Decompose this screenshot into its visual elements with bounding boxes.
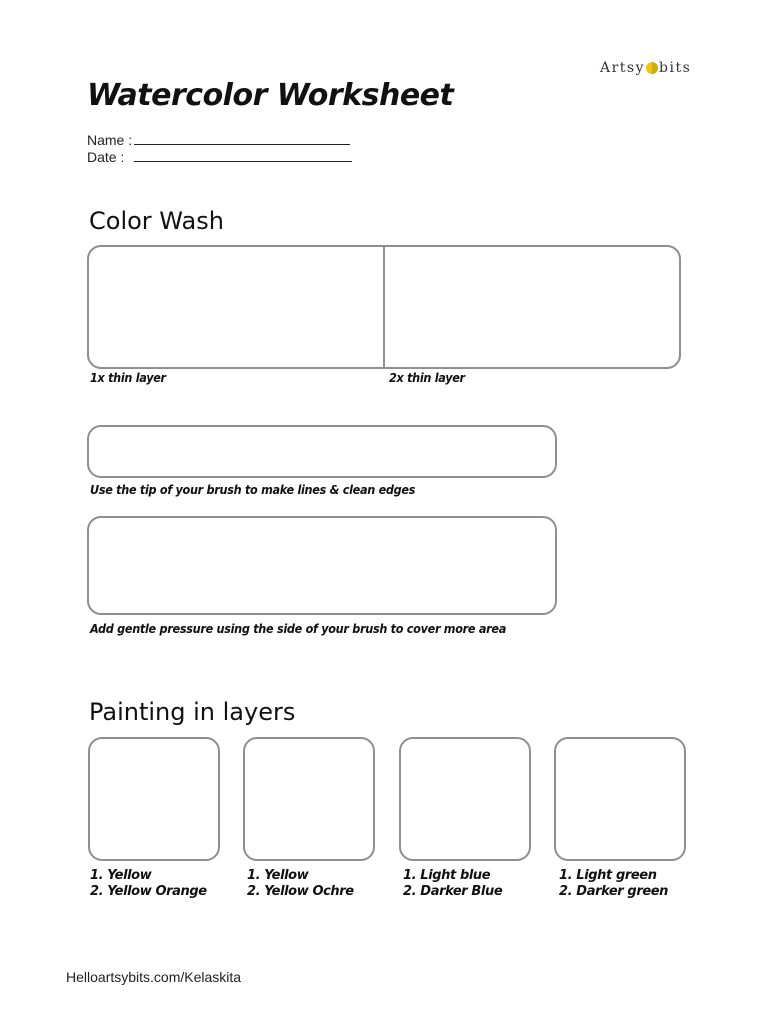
brand-logo-left: Artsy xyxy=(600,60,646,76)
sun-icon xyxy=(646,62,658,74)
brand-logo xyxy=(600,60,691,76)
date-line[interactable] xyxy=(134,148,352,162)
layer-caption-line1: 1. Light green xyxy=(559,868,657,883)
lines-practice-box xyxy=(87,425,557,478)
color-wash-divider xyxy=(383,247,385,367)
layer-caption-line2: 2. Yellow Orange xyxy=(90,884,207,899)
layer-box xyxy=(399,737,531,861)
layer-caption-line2: 2. Yellow Ochre xyxy=(247,884,354,899)
layer-caption-line1: 1. Yellow xyxy=(90,868,152,883)
caption-wash-left: 1x thin layer xyxy=(90,370,166,385)
caption-wash-right: 2x thin layer xyxy=(389,370,465,385)
layer-box xyxy=(243,737,375,861)
area-practice-box xyxy=(87,516,557,615)
date-field[interactable] xyxy=(87,148,352,165)
brand-logo-right: bits xyxy=(659,60,692,76)
layer-caption xyxy=(559,868,668,900)
layer-caption-line1: 1. Light blue xyxy=(403,868,491,883)
layer-box xyxy=(88,737,220,861)
section-title-color-wash: Color Wash xyxy=(89,207,224,235)
layer-caption xyxy=(403,868,502,900)
name-label: Name : xyxy=(87,132,133,148)
footer-url[interactable]: Helloartsybits.com/Kelaskita xyxy=(66,969,242,985)
layer-caption-line1: 1. Yellow xyxy=(247,868,309,883)
name-line[interactable] xyxy=(134,131,350,145)
caption-area: Add gentle pressure using the side of your brush to cover more area xyxy=(90,621,506,636)
worksheet-title: Watercolor Worksheet xyxy=(87,78,454,113)
name-field[interactable] xyxy=(87,131,350,148)
caption-lines: Use the tip of your brush to make lines & clean edges xyxy=(90,482,416,497)
layer-caption-line2: 2. Darker Blue xyxy=(403,884,503,899)
layer-caption xyxy=(247,868,354,900)
layer-box xyxy=(554,737,686,861)
section-title-painting-layers: Painting in layers xyxy=(89,698,296,726)
layer-caption xyxy=(90,868,207,900)
date-label: Date : xyxy=(87,149,125,165)
layer-caption-line2: 2. Darker green xyxy=(559,884,669,899)
